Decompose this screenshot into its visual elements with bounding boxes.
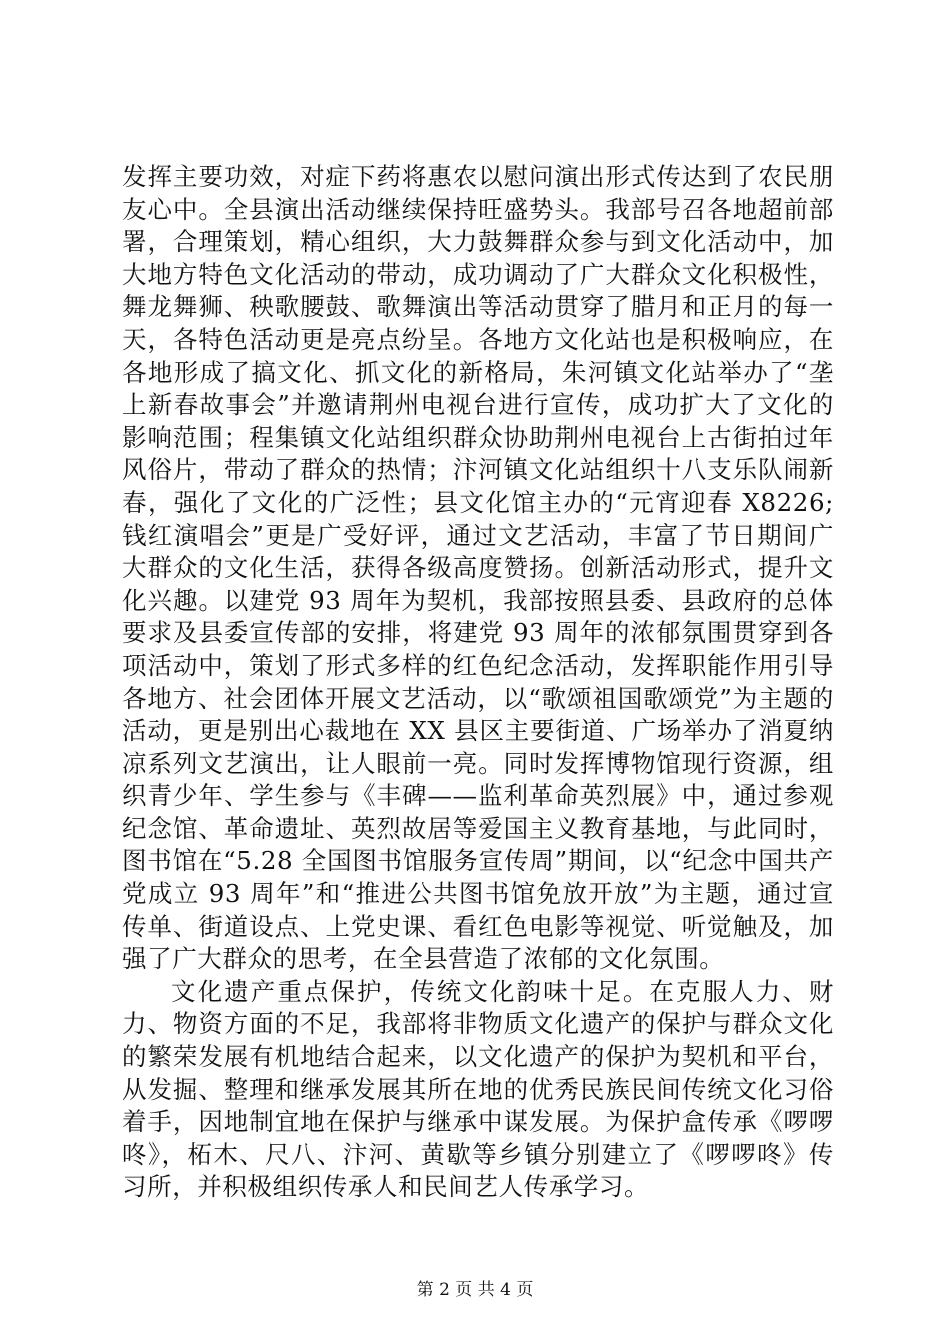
document-body — [122, 161, 834, 1204]
body-paragraph-2: 文化遗产重点保护，传统文化韵味十足。在克服人力、财力、物资方面的不足，我部将非物质文化遗产的保护与群众文化的繁荣发展有机地结合起来，以文化遗产的保护为契机和平台，从发掘、整理和继承发展其所在地的优秀民族民间传统文化习俗着手，因地制宜地在保护与继承中谋发展。为保护盒传承《啰啰咚》，柘木、尺八、汴河、黄歇等乡镇分别建立了《啰啰咚》传习所，并积极组织传承人和民间艺人传承学习。 — [122, 976, 834, 1202]
page-footer — [0, 1275, 950, 1300]
page-number-indicator: 第 2 页 共 4 页 — [416, 1280, 534, 1300]
body-paragraph-1: 发挥主要功效，对症下药将惠农以慰问演出形式传达到了农民朋友心中。全县演出活动继续保持旺盛势头。我部号召各地超前部署，合理策划，精心组织，大力鼓舞群众参与到文化活动中，加大地方特色文化活动的带动，成功调动了广大群众文化积极性，舞龙舞狮、秧歌腰鼓、歌舞演出等活动贯穿了腊月和正月的每一天，各特色活动更是亮点纷呈。各地方文化站也是积极响应，在各地形成了搞文化、抓文化的新格局，朱河镇文化站举办了“垄上新春故事会”并邀请荆州电视台进行宣传，成功扩大了文化的影响范围；程集镇文化站组织群众协助荆州电视台上古街拍过年风俗片，带动了群众的热情；汴河镇文化站组织十八支乐队闹新春，强化了文化的广泛性；县文化馆主办的“元宵迎春 X8226;钱红演唱会”更是广受好评，通过文艺活动，丰富了节日期间广大群众的文化生活，获得各级高度赞扬。创新活动形式，提升文化兴趣。以建党 93 周年为契机，我部按照县委、县政府的总体要求及县委宣传部的安排，将建党 93 周年的浓郁氛围贯穿到各项活动中，策划了形式多样的红色纪念活动，发挥职能作用引导各地方、社会团体开展文艺活动，以“歌颂祖国歌颂党”为主题的活动，更是别出心裁地在 XX 县区主要街道、广场举办了消夏纳凉系列文艺演出，让人眼前一亮。同时发挥博物馆现行资源，组织青少年、学生参与《丰碑——监利革命英烈展》中，通过参观纪念馆、革命遗址、英烈故居等爱国主义教育基地，与此同时，图书馆在“5.28 全国图书馆服务宣传周”期间，以“纪念中国共产党成立 93 周年”和“推进公共图书馆免放开放”为主题，通过宣传单、街道设点、上党史课、看红色电影等视觉、听觉触及，加强了广大群众的思考，在全县营造了浓郁的文化氛围。 — [122, 162, 834, 974]
